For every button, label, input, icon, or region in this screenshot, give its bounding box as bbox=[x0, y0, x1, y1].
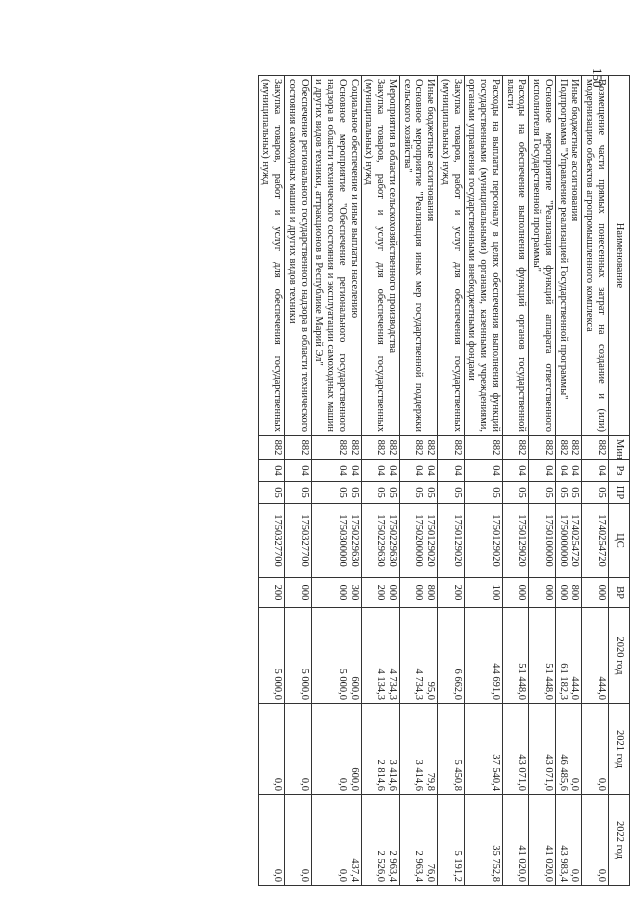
value-2020-line: 44 691,0 bbox=[490, 663, 501, 700]
vr-cell bbox=[582, 578, 609, 608]
value-2020-cell bbox=[556, 608, 583, 704]
rz-line: 04 bbox=[490, 465, 501, 476]
table-row bbox=[258, 76, 285, 886]
value-2021-cell bbox=[464, 704, 502, 795]
rz-cell bbox=[400, 460, 438, 482]
min-cell bbox=[311, 436, 361, 460]
value-2021-cell bbox=[582, 704, 609, 795]
value-2022-cell bbox=[556, 795, 583, 886]
page-number: 150 bbox=[590, 68, 605, 88]
value-2021-cell bbox=[503, 704, 530, 795]
value-2022-cell bbox=[400, 795, 438, 886]
rz-cell bbox=[361, 460, 399, 482]
vr-cell bbox=[311, 578, 361, 608]
value-2020-line: 444,0 bbox=[569, 676, 581, 700]
rz-line: 04 bbox=[387, 465, 398, 476]
vr-cell bbox=[556, 578, 583, 608]
value-2022-cell bbox=[285, 795, 312, 886]
cs-cell bbox=[582, 504, 609, 578]
value-2020-line: 5 000,0 bbox=[337, 668, 348, 700]
vr-cell bbox=[285, 578, 312, 608]
value-2020-cell bbox=[438, 608, 465, 704]
value-2022-line: 0,0 bbox=[337, 868, 348, 882]
value-2022-cell bbox=[438, 795, 465, 886]
min-line: 882 bbox=[413, 439, 425, 456]
pr-cell bbox=[503, 482, 530, 504]
table-body bbox=[258, 76, 608, 886]
pr-cell bbox=[464, 482, 502, 504]
value-2022-line: 43 983,4 bbox=[557, 845, 569, 882]
name-line: Возмещение части прямых понесенных затрат на создание и (или) модернизацию объектов агропромышленного комплекса bbox=[584, 79, 607, 432]
min-line: 882 bbox=[557, 439, 569, 456]
cs-line: 1750129020 bbox=[451, 514, 463, 567]
min-line: 882 bbox=[387, 439, 398, 456]
value-2021-line: 3 414,6 bbox=[387, 759, 398, 791]
vr-cell bbox=[529, 578, 556, 608]
value-2020-line: 95,0 bbox=[425, 681, 437, 700]
min-cell bbox=[464, 436, 502, 460]
min-line: 882 bbox=[272, 439, 284, 456]
value-2022-line: 0,0 bbox=[596, 868, 607, 882]
value-2022-cell bbox=[311, 795, 361, 886]
cs-cell bbox=[400, 504, 438, 578]
cs-line: 1750129020 bbox=[490, 514, 501, 567]
min-cell bbox=[285, 436, 312, 460]
vr-cell bbox=[503, 578, 530, 608]
min-cell bbox=[361, 436, 399, 460]
min-line: 882 bbox=[425, 439, 437, 456]
min-line: 882 bbox=[348, 439, 360, 456]
value-2021-line: 43 071,0 bbox=[516, 754, 528, 791]
table-row bbox=[556, 76, 583, 886]
pr-line: 05 bbox=[387, 487, 398, 498]
min-cell bbox=[400, 436, 438, 460]
cs-cell bbox=[361, 504, 399, 578]
value-2022-line: 2 963,4 bbox=[413, 850, 425, 882]
min-line: 882 bbox=[337, 439, 348, 456]
rz-cell bbox=[438, 460, 465, 482]
vr-line: 000 bbox=[298, 584, 310, 601]
value-2021-cell bbox=[529, 704, 556, 795]
value-2020-cell bbox=[464, 608, 502, 704]
vr-line: 200 bbox=[272, 584, 284, 601]
rz-line: 04 bbox=[425, 465, 437, 476]
value-2021-cell bbox=[258, 704, 285, 795]
table-row bbox=[464, 76, 502, 886]
value-2021-line: 43 071,0 bbox=[543, 754, 554, 791]
value-2020-line: 4 134,3 bbox=[375, 668, 387, 700]
pr-line: 05 bbox=[375, 487, 387, 498]
header-2021: 2021 год bbox=[609, 704, 630, 795]
value-2022-cell bbox=[503, 795, 530, 886]
min-cell bbox=[556, 436, 583, 460]
rz-line: 04 bbox=[348, 465, 360, 476]
value-2022-cell bbox=[529, 795, 556, 886]
cs-cell bbox=[438, 504, 465, 578]
value-2020-line: 4 734,3 bbox=[413, 668, 425, 700]
name-line: Закупка товаров, работ и услуг для обеспечения государственных (муниципальных) нужд bbox=[260, 79, 284, 432]
cs-cell bbox=[311, 504, 361, 578]
min-line: 882 bbox=[298, 439, 310, 456]
cs-cell bbox=[503, 504, 530, 578]
vr-line: 000 bbox=[387, 584, 398, 601]
value-2022-line: 0,0 bbox=[272, 868, 284, 882]
rz-line: 04 bbox=[413, 465, 425, 476]
pr-line: 05 bbox=[451, 487, 463, 498]
table-row bbox=[285, 76, 312, 886]
cs-line: 1750100000 bbox=[543, 514, 554, 567]
pr-line: 05 bbox=[337, 487, 348, 498]
rz-line: 04 bbox=[516, 465, 528, 476]
header-vr: ВР bbox=[609, 578, 630, 608]
rz-line: 04 bbox=[596, 465, 607, 476]
table-row bbox=[438, 76, 465, 886]
value-2022-line: 41 020,0 bbox=[516, 845, 528, 882]
vr-cell bbox=[258, 578, 285, 608]
value-2020-cell bbox=[503, 608, 530, 704]
value-2021-cell bbox=[400, 704, 438, 795]
name-line: Расходы на выплаты персоналу в целях обеспечения выполнения функций государственными (муниципальными) органами, казенными учреждениями, органами управления государственными внебюджетными фондами bbox=[466, 79, 501, 432]
budget-table bbox=[258, 75, 630, 886]
name-line: Иные бюджетные ассигнования bbox=[425, 79, 437, 222]
value-2021-line: 600,0 bbox=[348, 767, 360, 791]
value-2020-line: 5 000,0 bbox=[272, 668, 284, 700]
cs-line: 1740254720 bbox=[596, 514, 607, 567]
value-2020-cell bbox=[529, 608, 556, 704]
value-2020-line: 600,0 bbox=[348, 676, 360, 700]
header-2020: 2020 год bbox=[609, 608, 630, 704]
pr-line: 05 bbox=[413, 487, 425, 498]
rz-cell bbox=[582, 460, 609, 482]
rz-cell bbox=[258, 460, 285, 482]
cs-line: 1750129020 bbox=[425, 514, 437, 567]
min-cell bbox=[503, 436, 530, 460]
value-2022-cell bbox=[361, 795, 399, 886]
value-2020-line: 61 182,3 bbox=[557, 663, 569, 700]
pr-line: 05 bbox=[272, 487, 284, 498]
cs-cell bbox=[285, 504, 312, 578]
min-line: 882 bbox=[543, 439, 554, 456]
vr-line: 800 bbox=[425, 584, 437, 601]
vr-line: 200 bbox=[451, 584, 463, 601]
cs-line: 1750229630 bbox=[348, 514, 360, 567]
min-line: 882 bbox=[451, 439, 463, 456]
pr-cell bbox=[556, 482, 583, 504]
value-2021-line: 3 414,6 bbox=[413, 759, 425, 791]
cs-cell bbox=[556, 504, 583, 578]
pr-line: 05 bbox=[425, 487, 437, 498]
value-2022-cell bbox=[258, 795, 285, 886]
vr-line: 000 bbox=[596, 584, 607, 601]
value-2020-cell bbox=[311, 608, 361, 704]
value-2021-line: 2 814,6 bbox=[375, 759, 387, 791]
table-header-row bbox=[609, 76, 630, 886]
value-2022-line: 5 191,2 bbox=[451, 850, 463, 882]
cs-line: 1740254720 bbox=[569, 514, 581, 567]
value-2022-cell bbox=[582, 795, 609, 886]
vr-line: 000 bbox=[337, 584, 348, 601]
pr-cell bbox=[258, 482, 285, 504]
name-line: Основное мероприятие "Реализация иных мер государственной поддержки сельского хозяйства" bbox=[401, 79, 425, 432]
name-cell bbox=[582, 76, 609, 436]
pr-cell bbox=[582, 482, 609, 504]
min-cell bbox=[438, 436, 465, 460]
vr-line: 200 bbox=[375, 584, 387, 601]
pr-cell bbox=[529, 482, 556, 504]
pr-line: 05 bbox=[596, 487, 607, 498]
cs-line: 1750327700 bbox=[272, 514, 284, 567]
min-line: 882 bbox=[490, 439, 501, 456]
rz-cell bbox=[464, 460, 502, 482]
vr-cell bbox=[361, 578, 399, 608]
rz-line: 04 bbox=[272, 465, 284, 476]
value-2022-line: 0,0 bbox=[298, 868, 310, 882]
value-2020-cell bbox=[258, 608, 285, 704]
vr-line: 000 bbox=[557, 584, 569, 601]
name-line: Мероприятия в области сельскохозяйственного производства bbox=[387, 79, 398, 354]
min-line: 882 bbox=[516, 439, 528, 456]
header-2022: 2022 год bbox=[609, 795, 630, 886]
value-2021-cell bbox=[311, 704, 361, 795]
vr-line: 800 bbox=[569, 584, 581, 601]
value-2021-line: 5 450,8 bbox=[451, 759, 463, 791]
value-2020-cell bbox=[285, 608, 312, 704]
value-2022-line: 2 526,0 bbox=[375, 850, 387, 882]
cs-cell bbox=[529, 504, 556, 578]
vr-line: 100 bbox=[490, 584, 501, 601]
pr-cell bbox=[361, 482, 399, 504]
vr-line: 000 bbox=[516, 584, 528, 601]
pr-line: 05 bbox=[348, 487, 360, 498]
value-2021-line: 37 540,4 bbox=[490, 754, 501, 791]
name-line: Подпрограмма "Управление реализацией Государственной программы" bbox=[557, 79, 569, 400]
header-name: Наименование bbox=[609, 76, 630, 436]
name-cell bbox=[556, 76, 583, 436]
name-cell bbox=[258, 76, 285, 436]
rz-line: 04 bbox=[557, 465, 569, 476]
name-line: Обеспечение регионального государственного надзора в области технического состояния самоходных машин и других видов техники bbox=[287, 79, 310, 432]
rz-line: 04 bbox=[451, 465, 463, 476]
value-2021-cell bbox=[438, 704, 465, 795]
vr-line: 000 bbox=[413, 584, 425, 601]
value-2021-line: 0,0 bbox=[298, 777, 310, 791]
table-row bbox=[400, 76, 438, 886]
rz-cell bbox=[311, 460, 361, 482]
cs-line: 1750229630 bbox=[375, 514, 387, 567]
name-cell bbox=[400, 76, 438, 436]
name-cell bbox=[503, 76, 530, 436]
cs-line: 1750000000 bbox=[557, 514, 569, 567]
value-2021-line: 0,0 bbox=[569, 777, 581, 791]
value-2021-cell bbox=[556, 704, 583, 795]
name-line: Закупка товаров, работ и услуг для обеспечения государственных (муниципальных) нужд bbox=[363, 79, 387, 432]
name-cell bbox=[311, 76, 361, 436]
rotated-table-container bbox=[65, 75, 630, 885]
vr-line: 300 bbox=[348, 584, 360, 601]
value-2021-line: 46 485,6 bbox=[557, 754, 569, 791]
rz-line: 04 bbox=[569, 465, 581, 476]
value-2021-line: 79,8 bbox=[425, 772, 437, 791]
rz-cell bbox=[503, 460, 530, 482]
rz-line: 04 bbox=[298, 465, 310, 476]
value-2020-line: 5 000,0 bbox=[298, 668, 310, 700]
value-2022-line: 41 020,0 bbox=[543, 845, 554, 882]
value-2020-line: 444,0 bbox=[596, 676, 607, 700]
pr-line: 05 bbox=[557, 487, 569, 498]
pr-line: 05 bbox=[569, 487, 581, 498]
value-2020-line: 51 448,0 bbox=[516, 663, 528, 700]
cs-line: 1750200000 bbox=[413, 514, 425, 567]
name-line: Основное мероприятие "Реализация функций аппарата ответственного исполнителя Государственной программы" bbox=[531, 79, 554, 432]
table-row bbox=[529, 76, 556, 886]
pr-cell bbox=[285, 482, 312, 504]
value-2021-line: 0,0 bbox=[272, 777, 284, 791]
cs-line: 1750229630 bbox=[387, 514, 398, 567]
name-cell bbox=[529, 76, 556, 436]
value-2021-cell bbox=[285, 704, 312, 795]
value-2021-cell bbox=[361, 704, 399, 795]
name-line: Иные бюджетные ассигнования bbox=[569, 79, 581, 222]
rz-cell bbox=[556, 460, 583, 482]
rz-line: 04 bbox=[337, 465, 348, 476]
table-row bbox=[503, 76, 530, 886]
table-row bbox=[361, 76, 399, 886]
value-2022-line: 2 963,4 bbox=[387, 850, 398, 882]
value-2021-line: 0,0 bbox=[596, 777, 607, 791]
min-line: 882 bbox=[569, 439, 581, 456]
rz-cell bbox=[285, 460, 312, 482]
pr-cell bbox=[400, 482, 438, 504]
vr-cell bbox=[438, 578, 465, 608]
pr-line: 05 bbox=[490, 487, 501, 498]
cs-line: 1750300000 bbox=[337, 514, 348, 567]
pr-cell bbox=[438, 482, 465, 504]
value-2020-cell bbox=[400, 608, 438, 704]
min-line: 882 bbox=[375, 439, 387, 456]
min-cell bbox=[258, 436, 285, 460]
cs-cell bbox=[464, 504, 502, 578]
vr-cell bbox=[464, 578, 502, 608]
value-2021-line: 0,0 bbox=[337, 777, 348, 791]
value-2022-cell bbox=[464, 795, 502, 886]
header-pr: ПР bbox=[609, 482, 630, 504]
value-2022-line: 76,0 bbox=[425, 863, 437, 882]
header-min: Мин bbox=[609, 436, 630, 460]
name-cell bbox=[438, 76, 465, 436]
value-2022-line: 437,4 bbox=[348, 858, 360, 882]
cs-line: 1750129020 bbox=[516, 514, 528, 567]
vr-cell bbox=[400, 578, 438, 608]
value-2022-line: 35 752,8 bbox=[490, 845, 501, 882]
pr-line: 05 bbox=[543, 487, 554, 498]
value-2020-cell bbox=[582, 608, 609, 704]
min-line: 882 bbox=[596, 439, 607, 456]
cs-cell bbox=[258, 504, 285, 578]
min-cell bbox=[529, 436, 556, 460]
rz-cell bbox=[529, 460, 556, 482]
name-line: Социальное обеспечение и иные выплаты населению bbox=[348, 79, 360, 319]
name-line: Закупка товаров, работ и услуг для обеспечения государственных (муниципальных) нужд bbox=[440, 79, 463, 432]
header-rz: Рз bbox=[609, 460, 630, 482]
pr-line: 05 bbox=[298, 487, 310, 498]
pr-line: 05 bbox=[516, 487, 528, 498]
table-row bbox=[311, 76, 361, 886]
name-cell bbox=[285, 76, 312, 436]
name-cell bbox=[361, 76, 399, 436]
name-line: Расходы на обеспечение выполнения функций органов государственной власти bbox=[504, 79, 528, 432]
pr-cell bbox=[311, 482, 361, 504]
header-cs: ЦС bbox=[609, 504, 630, 578]
name-line: Основное мероприятие "Обеспечение регионального государственного надзора в области технического состояния и эксплуатации самоходных машин и других видов техники, аттракционов в Республике Марий Эл" bbox=[313, 79, 348, 432]
vr-line: 000 bbox=[543, 584, 554, 601]
table-row bbox=[582, 76, 609, 886]
value-2020-line: 6 662,0 bbox=[451, 668, 463, 700]
value-2020-line: 4 734,3 bbox=[387, 668, 398, 700]
value-2020-line: 51 448,0 bbox=[543, 663, 554, 700]
value-2020-cell bbox=[361, 608, 399, 704]
min-cell bbox=[582, 436, 609, 460]
value-2022-line: 0,0 bbox=[569, 868, 581, 882]
cs-line: 1750327700 bbox=[298, 514, 310, 567]
name-cell bbox=[464, 76, 502, 436]
rz-line: 04 bbox=[543, 465, 554, 476]
rz-line: 04 bbox=[375, 465, 387, 476]
